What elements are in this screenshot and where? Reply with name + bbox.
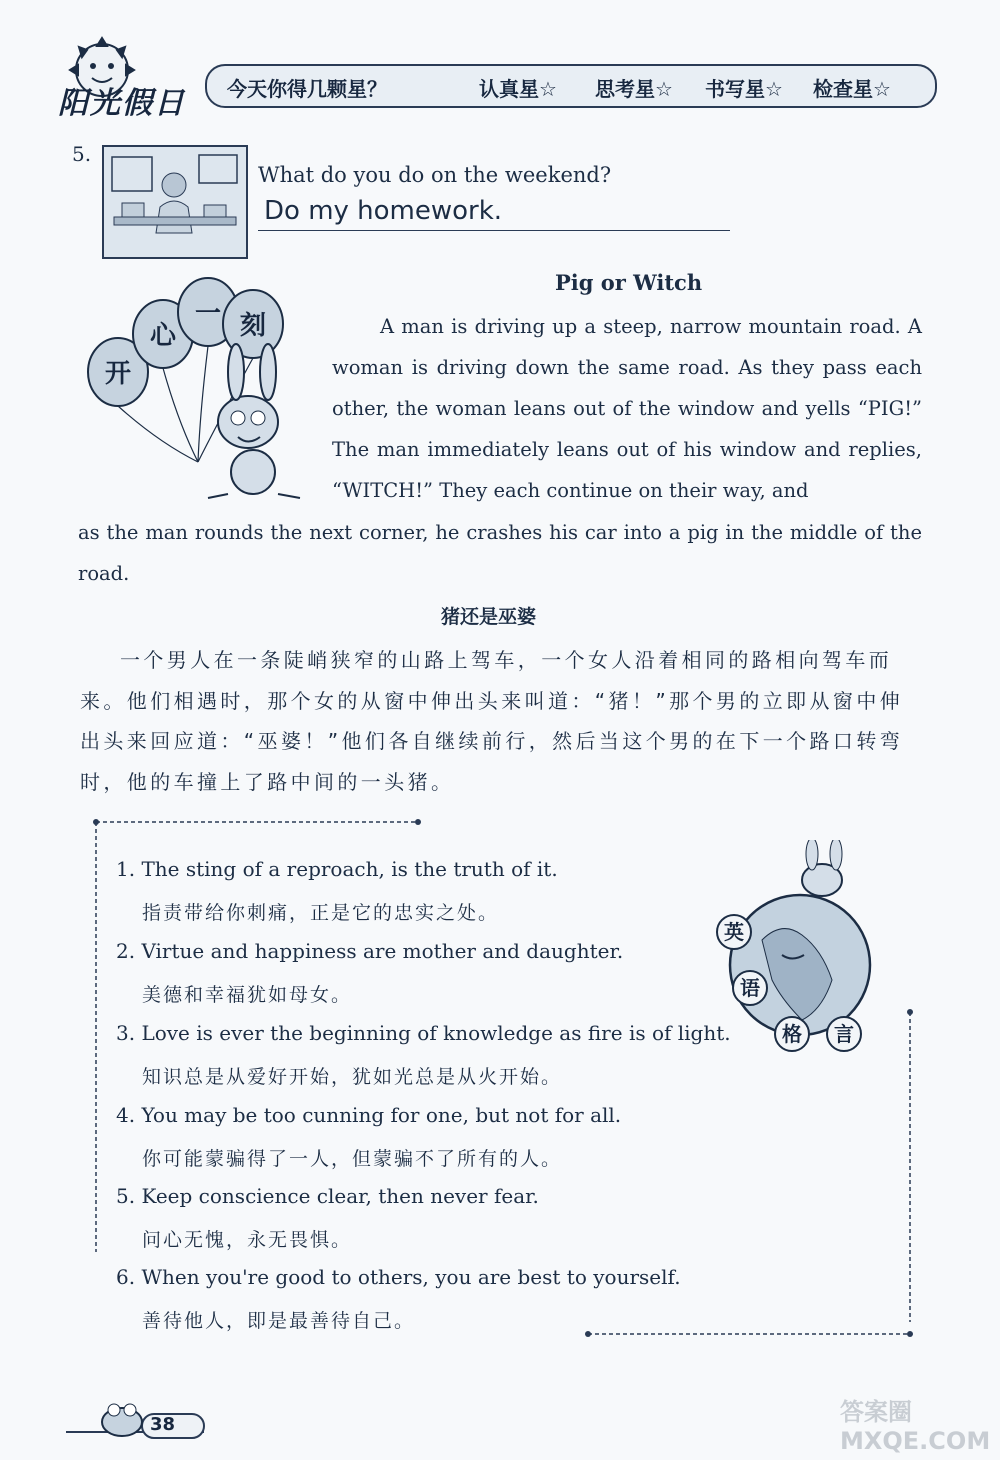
- badge-char-4: 言: [834, 1022, 854, 1046]
- proverb-1-en: 1. The sting of a reproach, is the truth of it.: [116, 857, 558, 881]
- story-paragraph-1: A man is driving up a steep, narrow mountain road. A woman is driving down the same road. As they pass each other, the woman leans out of the window and yells “PIG!” The man immediately leans out of his window and replies, “WITCH!” They each continue on their way, and: [332, 315, 922, 502]
- question-number: 5.: [72, 142, 92, 166]
- star-thinking: 思考星☆: [595, 77, 673, 101]
- question-text: What do you do on the weekend?: [258, 163, 612, 187]
- page-number: 38: [150, 1414, 176, 1435]
- proverb-3-en: 3. Love is ever the beginning of knowledge as fire is of light.: [116, 1021, 731, 1045]
- rabbit-balloons-illustration: [78, 272, 308, 502]
- proverb-1-cn: 指责带给你刺痛，正是它的忠实之处。: [142, 902, 500, 924]
- balloon-char-1: 开: [104, 359, 132, 389]
- badge-char-2: 语: [740, 976, 760, 1000]
- story-title: Pig or Witch: [555, 270, 703, 295]
- proverb-6-cn: 善待他人，即是最善待自己。: [142, 1310, 416, 1332]
- chinese-story-title: 猪还是巫婆: [441, 606, 537, 628]
- proverb-4-en: 4. You may be too cunning for one, but not for all.: [116, 1103, 622, 1127]
- badge-char-1: 英: [724, 920, 744, 944]
- star-rating-bar: [205, 64, 937, 108]
- star-checking: 检查星☆: [813, 77, 891, 101]
- story-paragraph-2: as the man rounds the next corner, he crashes his car into a pig in the middle of the road.: [78, 521, 922, 585]
- proverbs-globe-badge: [712, 840, 882, 1055]
- answer-line: [258, 230, 730, 231]
- proverb-6-en: 6. When you're good to others, you are best to yourself.: [116, 1265, 681, 1289]
- proverb-4-cn: 你可能蒙骗得了一人，但蒙骗不了所有的人。: [142, 1148, 563, 1170]
- logo-text: 阳光假日: [58, 86, 186, 121]
- star-writing: 书写星☆: [705, 77, 783, 101]
- boy-at-desk-illustration: [102, 145, 248, 259]
- balloon-char-4: 刻: [239, 311, 267, 341]
- balloon-char-2: 心: [149, 321, 177, 351]
- chinese-story-text: 一个男人在一条陡峭狭窄的山路上驾车，一个女人沿着相同的路相向驾车而来。他们相遇时，那个女的从窗中伸出头来叫道：“猪！”那个男的立即从窗中伸出头来回应道：“巫婆！”他们各自继续前行，然后当这个男的在下一个路口转弯时，他的车撞上了路中间的一头猪。: [80, 648, 904, 794]
- balloon-char-3: 一: [194, 299, 222, 329]
- rating-prompt: 今天你得几颗星？: [227, 77, 387, 101]
- proverb-5-en: 5. Keep conscience clear, then never fear.: [116, 1184, 539, 1208]
- proverb-2-cn: 美德和幸福犹如母女。: [142, 984, 353, 1006]
- answer-text: Do my homework.: [264, 196, 503, 226]
- badge-char-3: 格: [782, 1022, 802, 1046]
- frog-page-badge-icon: [64, 1392, 214, 1442]
- star-earnest: 认真星☆: [479, 77, 557, 101]
- proverb-3-cn: 知识总是从爱好开始，犹如光总是从火开始。: [142, 1066, 563, 1088]
- proverb-5-cn: 问心无愧，永无畏惧。: [142, 1229, 353, 1251]
- proverb-2-en: 2. Virtue and happiness are mother and daughter.: [116, 939, 624, 963]
- watermark: 答案圈 MXQE.COM: [840, 1398, 991, 1455]
